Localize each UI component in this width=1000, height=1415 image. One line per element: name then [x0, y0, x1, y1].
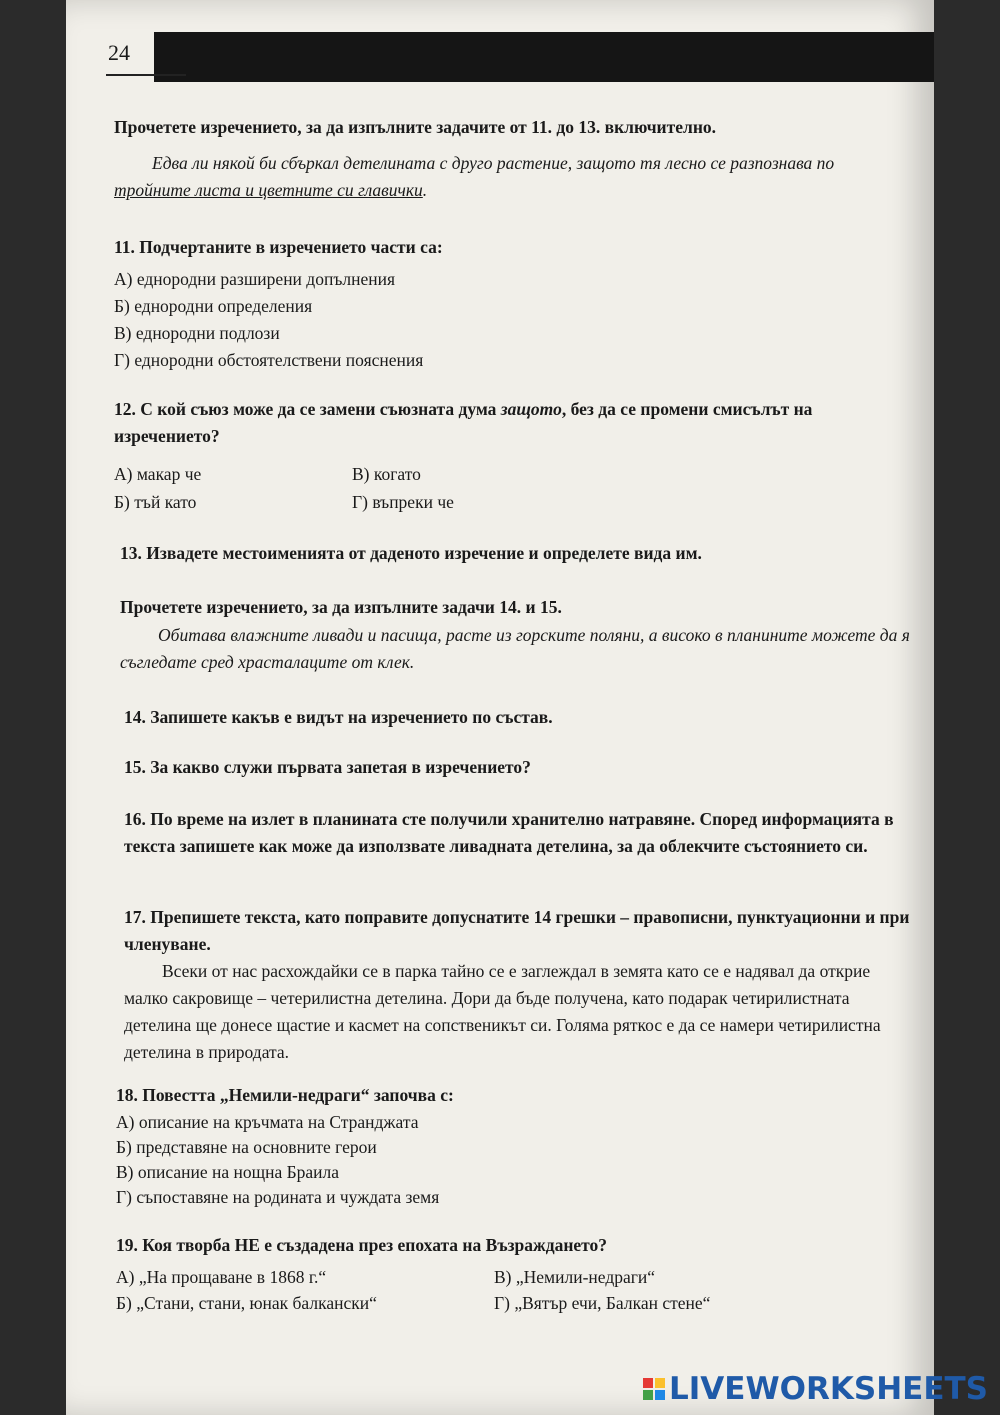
q12-option-b: Б) тъй като [114, 492, 197, 512]
q11-question: 11. Подчертаните в изречението части са: [114, 237, 443, 257]
liveworksheets-logo [643, 1369, 988, 1409]
q12-option-d: Г) въпреки че [352, 492, 454, 512]
sentence-1-text: Едва ли някой би сбъркал детелината с друго растение, защото тя лесно се разпознава по [152, 153, 835, 173]
q16-question: 16. По време на излет в планината сте получили хранително натравяне. Според информацията в текста запишете как може да използвате ливадната детелина, за да облекчите състоянието си. [124, 809, 894, 856]
q12-text-end: , без да се промени смисълът на изречението? [114, 399, 813, 446]
q11-option-a: А) еднородни разширени допълнения [114, 269, 396, 289]
header-bar [154, 32, 934, 82]
sentence-1-end: . [422, 180, 428, 200]
q12-question [114, 396, 914, 450]
q12-italic-word: защото [500, 399, 562, 419]
q19-option-a: А) „На прощаване в 1868 г.“ [116, 1267, 327, 1287]
q13-question: 13. Извадете местоименията от даденото изречение и определете вида им. [120, 543, 702, 563]
logo-icon [643, 1378, 665, 1400]
q18-question: 18. Повестта „Немили-недраги“ започва с: [116, 1085, 454, 1105]
q12-option-a: А) макар че [114, 464, 202, 484]
q18-option-b: Б) представяне на основните герои [116, 1137, 377, 1157]
q19-option-b: Б) „Стани, стани, юнак балкански“ [116, 1293, 377, 1313]
q12-option-c: В) когато [352, 464, 421, 484]
intro-1: Прочетете изречението, за да изпълните задачите от 11. до 13. включително. [114, 117, 717, 137]
page-number: 24 [108, 40, 130, 65]
sentence-2: Обитава влажните ливади и пасища, расте из горските поляни, а високо в планините можете да я съгледате сред храсталаците от клек. [120, 625, 910, 672]
page-number-rule [106, 74, 186, 76]
q11-option-c: В) еднородни подлози [114, 323, 280, 343]
sentence-1 [114, 150, 914, 204]
q11-option-b: Б) еднородни определения [114, 296, 313, 316]
book-page [66, 0, 934, 1415]
q18-option-c: В) описание на нощна Браила [116, 1162, 340, 1182]
q17-question: 17. Препишете текста, като поправите допуснатите 14 грешки – правописни, пунктуационни и при членуване. [124, 907, 910, 954]
q17-text: Всеки от нас расхождайки се в парка тайно се е заглеждал в земята като се е надявал да открие малко сакровище – четерилистна детелина. Дори да бъде получена, като подарак четирилистната детелина ще донесе щастие и касмет на сопственикът си. Голяма ряткос е да се намери четирилистна детелина в природата. [124, 961, 881, 1062]
q19-option-c: В) „Немили-недраги“ [494, 1267, 656, 1287]
q11-option-d: Г) еднородни обстоятелствени пояснения [114, 350, 424, 370]
q18-option-d: Г) съпоставяне на родината и чуждата земя [116, 1187, 440, 1207]
logo-text: LIVEWORKSHEETS [669, 1371, 988, 1407]
q15-question: 15. За какво служи първата запетая в изречението? [124, 757, 531, 777]
q12-text: 12. С кой съюз може да се замени съюзната дума [114, 399, 501, 419]
q19-option-d: Г) „Вятър ечи, Балкан стене“ [494, 1293, 711, 1313]
intro-2: Прочетете изречението, за да изпълните задачи 14. и 15. [120, 597, 562, 617]
q18-option-a: А) описание на кръчмата на Странджата [116, 1112, 419, 1132]
sentence-1-underlined: тройните листа и цветните си главички [114, 180, 423, 200]
q19-question: 19. Коя творба НЕ е създадена през епохата на Възраждането? [116, 1235, 608, 1255]
q14-question: 14. Запишете какъв е видът на изречението по състав. [124, 707, 553, 727]
